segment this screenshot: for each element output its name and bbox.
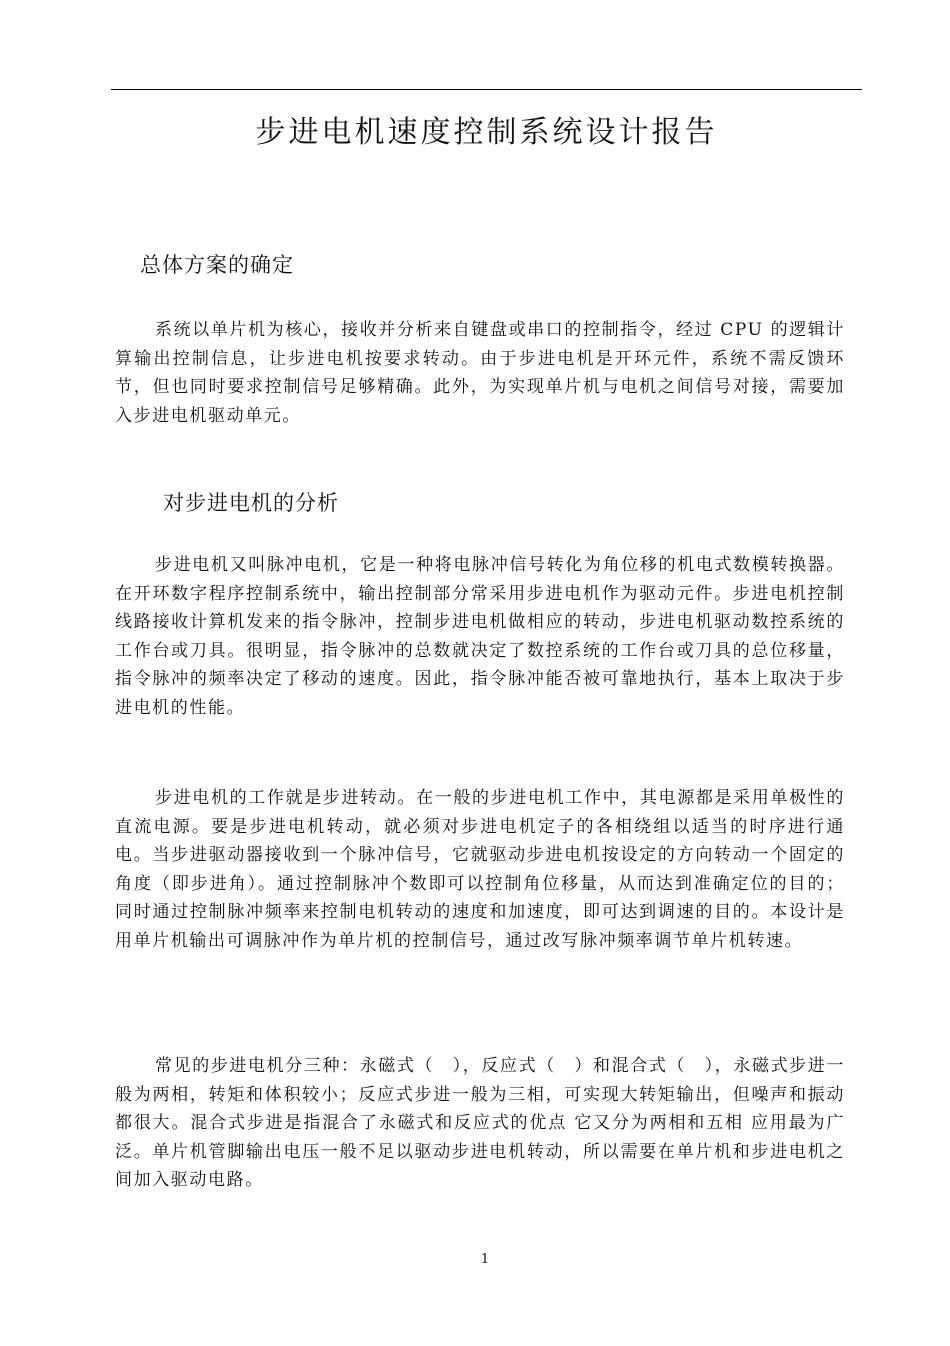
paragraph-motor-definition: 步进电机又叫脉冲电机，它是一种将电脉冲信号转化为角位移的机电式数模转换器。在开环数字程序控制系统中，输出控制部分常采用步进电机作为驱动元件。步进电机控制线路接收计算机发来的指令脉冲，控制步进电机做相应的转动，步进电机驱动数控系统的工作台或刀具。很明显，指令脉冲的总数就决定了数控系统的工作台或刀具的总位移量，指令脉冲的频率决定了移动的速度。因此，指令脉冲能否被可靠地执行，基本上取决于步进电机的性能。: [115, 555, 845, 718]
paragraph-overall-plan: 系统以单片机为核心，接收并分析来自键盘或串口的控制指令，经过 CPU 的逻辑计算输出控制信息，让步进电机按要求转动。由于步进电机是开环元件，系统不需反馈环节，但也同时要求控制信号足够精确。此外，为实现单片机与电机之间信号对接，需要加入步进电机驱动单元。: [115, 320, 845, 426]
paragraph-motor-types: 常见的步进电机分三种：永磁式（ ），反应式（ ）和混合式（ ），永磁式步进一般为两相，转矩和体积较小；反应式步进一般为三相，可实现大转矩输出，但噪声和振动都很大。混合式步进是指混合了永磁式和反应式的优点 它又分为两相和五相 应用最为广泛。单片机管脚输出电压一般不足以驱动步进电机转动，所以需要在单片机和步进电机之间加入驱动电路。: [115, 1056, 845, 1191]
header-rule: [111, 89, 862, 90]
paragraph-motor-operation: 步进电机的工作就是步进转动。在一般的步进电机工作中，其电源都是采用单极性的直流电源。要是步进电机转动，就必须对步进电机定子的各相绕组以适当的时序进行通电。当步进驱动器接收到一个脉冲信号，它就驱动步进电机按设定的方向转动一个固定的角度（即步进角）。通过控制脉冲个数即可以控制角位移量，从而达到准确定位的目的；同时通过控制脉冲频率来控制电机转动的速度和加速度，即可达到调速的目的。本设计是用单片机输出可调脉冲作为单片机的控制信号，通过改写脉冲频率调节单片机转速。: [115, 788, 845, 951]
page-number: 1: [480, 1252, 490, 1267]
section-heading-overall-plan: 总体方案的确定: [140, 253, 294, 277]
section-heading-motor-analysis: 对步进电机的分析: [163, 491, 339, 515]
document-title: 步进电机速度控制系统设计报告: [255, 115, 718, 150]
